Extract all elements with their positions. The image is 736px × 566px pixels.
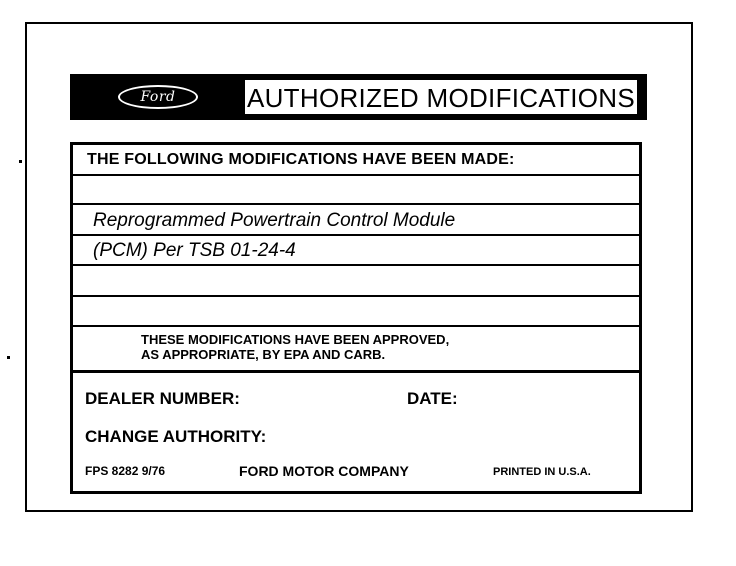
form-heading: THE FOLLOWING MODIFICATIONS HAVE BEEN MADE: [87,151,515,168]
rule-entry-5 [73,325,639,327]
entry-line-3: (PCM) Per TSB 01-24-4 [93,240,296,261]
header-bar [70,74,647,120]
dealer-number-label: DEALER NUMBER: [85,389,240,408]
ford-logo [118,85,198,109]
rule-below-approval [73,370,639,373]
stray-mark-left-upper [19,160,22,163]
rule-entry-1 [73,203,639,205]
footer-company: FORD MOTOR COMPANY [239,463,409,479]
modifications-form [70,142,642,494]
footer-printed: PRINTED IN U.S.A. [493,466,591,478]
ford-logo-text: Ford [140,89,176,105]
rule-entry-4 [73,295,639,297]
change-authority-label: CHANGE AUTHORITY: [85,427,267,446]
rule-entry-3 [73,264,639,266]
stray-mark-left-lower [7,356,10,359]
footer-form-number: FPS 8282 9/76 [85,464,166,478]
date-label: DATE: [407,389,458,408]
title-box [245,80,637,114]
page-title: AUTHORIZED MODIFICATIONS [246,83,636,113]
approval-line-2: AS APPROPRIATE, BY EPA AND CARB. [141,347,386,362]
approval-line-1: THESE MODIFICATIONS HAVE BEEN APPROVED, [141,332,450,347]
rule-below-heading [73,174,639,176]
rule-entry-2 [73,234,639,236]
entry-line-2: Reprogrammed Powertrain Control Module [93,210,456,231]
